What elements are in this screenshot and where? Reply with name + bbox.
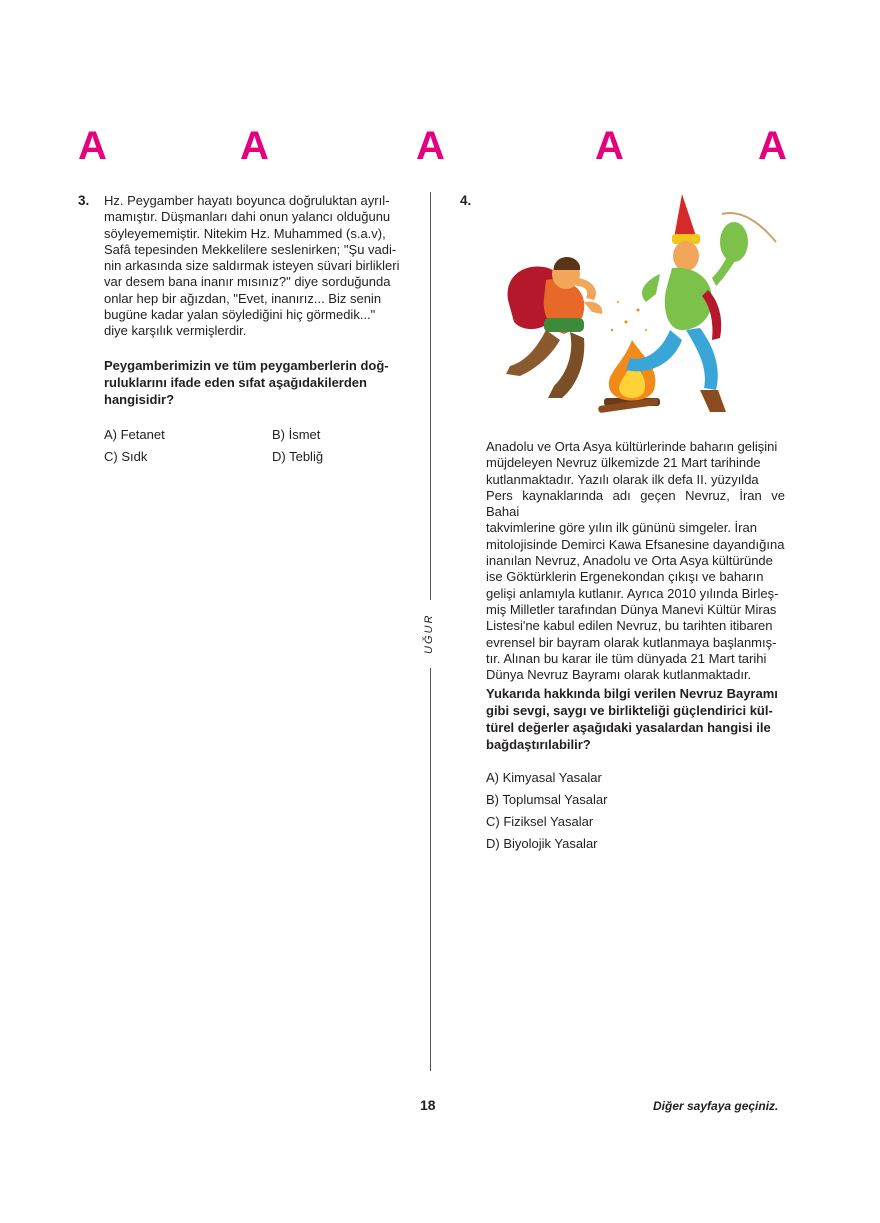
passage-line: Anadolu ve Orta Asya kültürlerinde baharın gelişini xyxy=(486,439,778,454)
passage-line: söyleyememiştir. Nitekim Hz. Muhammed (s.a.v), xyxy=(104,225,386,241)
question-4-stem xyxy=(486,685,785,753)
stem-line: Yukarıda hakkında bilgi verilen Nevruz Bayramı xyxy=(486,686,778,701)
next-page-note: Diğer sayfaya geçiniz. xyxy=(653,1099,779,1113)
stem-line: gibi sevgi, saygı ve birlikteliği güçlendirici kül- xyxy=(486,703,773,718)
page-number: 18 xyxy=(420,1097,436,1113)
passage-line: miş Milletler tarafından Dünya Manevi Kültür Miras xyxy=(486,601,777,617)
passage-line: Pers kaynaklarında adı geçen Nevruz, İran ve Bahai xyxy=(486,487,785,520)
passage-line: onlar hep bir ağızdan, "Evet, inanırız... Biz senin xyxy=(104,290,382,306)
passage-line: mitolojisinde Demirci Kawa Efsanesine dayandığına xyxy=(486,536,785,552)
question-3-option-d[interactable]: D) Tebliğ xyxy=(272,449,324,464)
passage-line: inanılan Nevruz, Anadolu ve Orta Asya kültüründe xyxy=(486,553,773,569)
question-4-number: 4. xyxy=(460,193,472,208)
nevruz-illustration xyxy=(486,190,786,420)
brand-label: UĞUR xyxy=(423,613,435,655)
passage-line: Safâ tepesinden Mekkelilere seslenirken; "Şu vadi- xyxy=(104,241,397,257)
passage-line: tır. Alınan bu karar ile tüm dünyada 21 Mart tarihi xyxy=(486,650,767,666)
stem-line: hangisidir? xyxy=(104,392,175,407)
passage-line: kutlanmaktadır. Yazılı olarak ilk defa II. yüzyılda xyxy=(486,471,759,487)
question-3-option-c[interactable]: C) Sıdk xyxy=(104,449,148,464)
question-3-passage xyxy=(104,193,404,340)
passage-line: bugüne kadar yalan söylediğini hiç görmedik..." xyxy=(104,307,376,323)
passage-line: nin arkasında size saldırmak isteyen süvari birlikleri xyxy=(104,258,400,274)
passage-line: Dünya Nevruz Bayramı olarak kutlanmaktadır. xyxy=(486,667,752,683)
column-divider-top xyxy=(430,192,431,600)
stem-line: türel değerler aşağıdaki yasalardan hangisi ile xyxy=(486,720,771,735)
question-4-option-c[interactable]: C) Fiziksel Yasalar xyxy=(486,814,594,829)
passage-line: mamıştır. Düşmanları dahi onun yalancı olduğunu xyxy=(104,209,391,225)
passage-line: müjdeleyen Nevruz ülkemizde 21 Mart tarihinde xyxy=(486,455,761,471)
question-3-stem xyxy=(104,357,404,408)
passage-line: ise Göktürklerin Ergenekondan çıkışı ve baharın xyxy=(486,569,764,585)
passage-line: Hz. Peygamber hayatı boyunca doğruluktan ayrıl- xyxy=(104,193,390,208)
question-4-passage xyxy=(486,439,785,683)
booklet-letter: A xyxy=(240,124,269,168)
passage-line: diye karşılık vermişlerdir. xyxy=(104,323,247,339)
question-3-option-a[interactable]: A) Fetanet xyxy=(104,427,165,442)
left-dancer-figure xyxy=(506,257,602,398)
passage-line: var desem bana inanır mısınız?" diye sorduğunda xyxy=(104,274,391,290)
stem-line: bağdaştırılabilir? xyxy=(486,737,591,752)
question-4-option-b[interactable]: B) Toplumsal Yasalar xyxy=(486,792,608,807)
column-divider-bottom xyxy=(430,668,431,1071)
booklet-letter: A xyxy=(758,124,787,168)
passage-line: takvimlerine göre yılın ilk gününü simgeler. İran xyxy=(486,520,757,536)
question-4-option-d[interactable]: D) Biyolojik Yasalar xyxy=(486,836,598,851)
stem-line: ruluklarını ifade eden sıfat aşağıdakilerden xyxy=(104,375,367,390)
question-3-option-b[interactable]: B) İsmet xyxy=(272,427,321,442)
booklet-letter: A xyxy=(78,124,107,168)
stem-line: Peygamberimizin ve tüm peygamberlerin doğ- xyxy=(104,358,389,373)
passage-line: gelişi anlamıyla kutlanır. Ayrıca 2010 yılında Birleş- xyxy=(486,585,779,601)
passage-line: evrensel bir bayram olarak kutlanmaya başlanmış- xyxy=(486,634,777,650)
booklet-letter: A xyxy=(416,124,445,168)
passage-line: Listesi'ne kabul edilen Nevruz, bu tarihten itibaren xyxy=(486,618,773,634)
question-3-number: 3. xyxy=(78,193,90,208)
booklet-type-header xyxy=(0,124,880,174)
booklet-letter: A xyxy=(595,124,624,168)
question-4-option-a[interactable]: A) Kimyasal Yasalar xyxy=(486,770,602,785)
